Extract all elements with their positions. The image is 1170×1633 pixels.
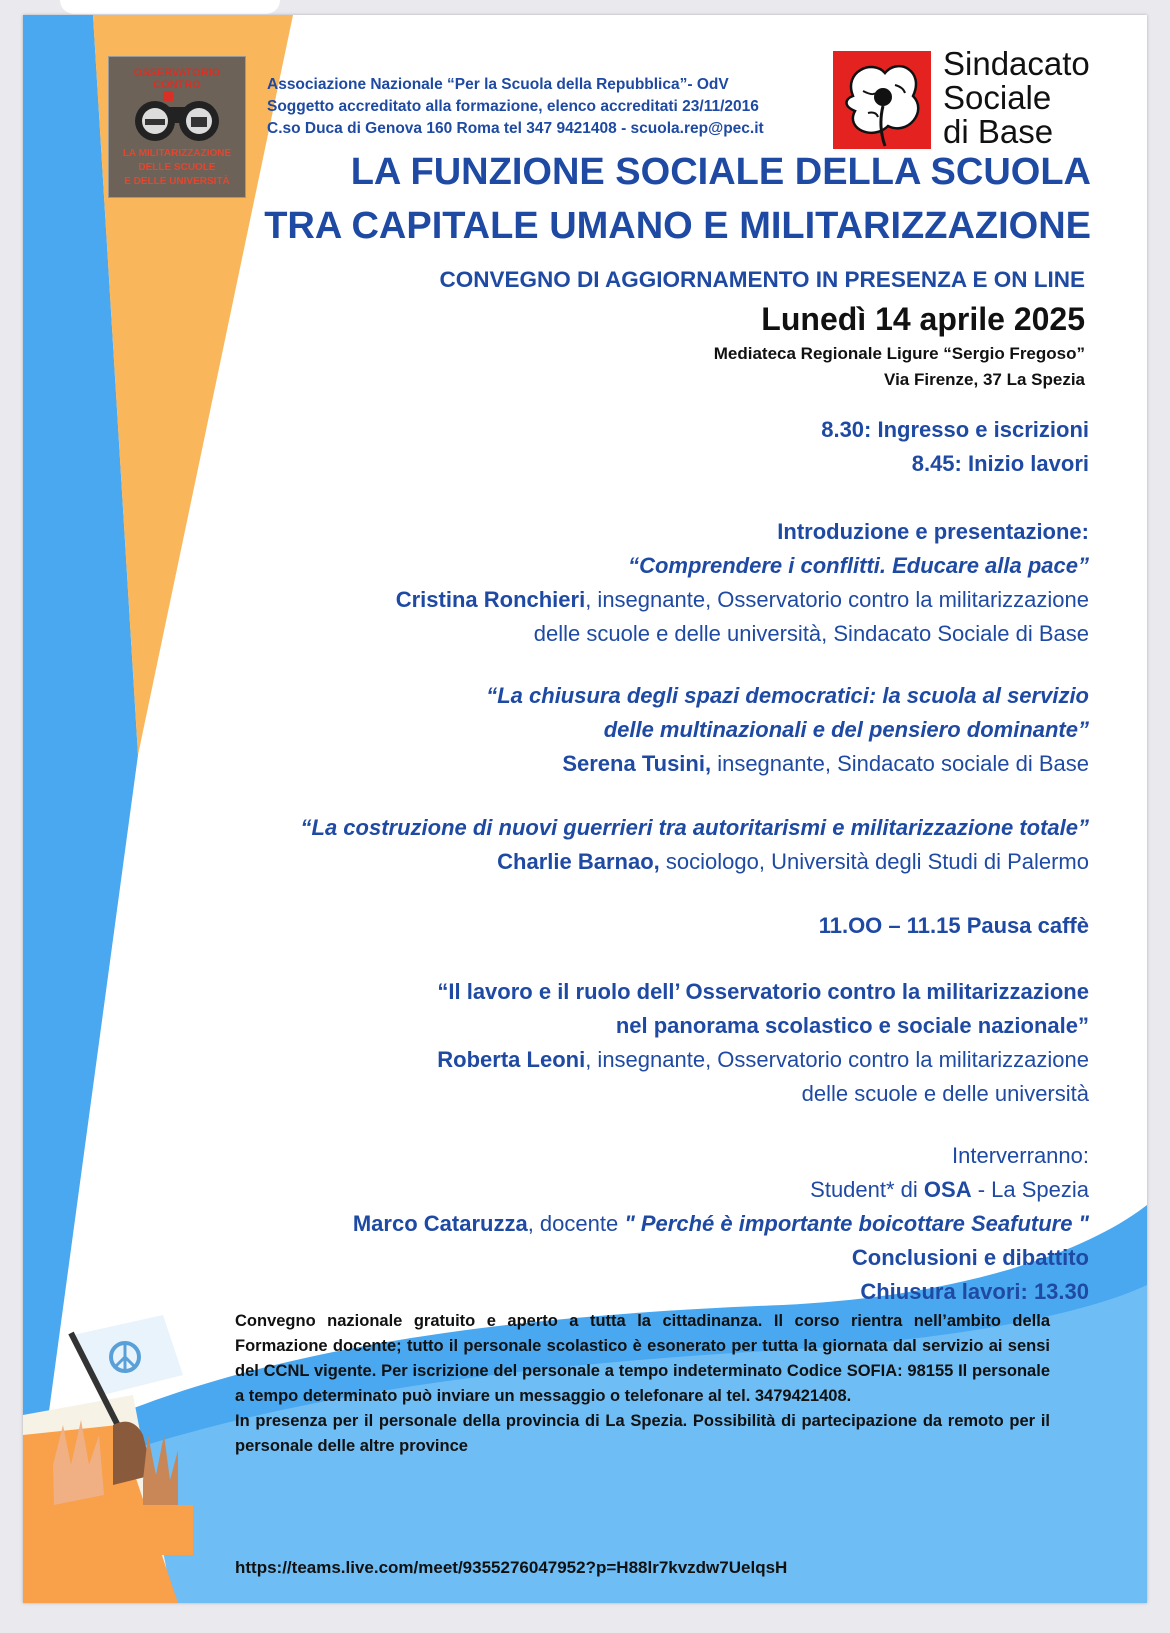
talk-4 bbox=[437, 975, 1089, 1111]
schedule bbox=[821, 413, 1089, 481]
registration-note-p1: Convegno nazionale gratuito e aperto a tutta la cittadinanza. Il corso rientra nell’ambito della Formazione docente; tutto il personale scolastico è esonerato per tutta la giornata dal servizio ai sensi del CCNL vigente. Per iscrizione del personale a tempo indeterminato Codice SOFIA: 98155 Il personale a tempo determinato può inviare un messaggio o telefonare al tel. 3479421408. bbox=[235, 1312, 1050, 1405]
talk-3 bbox=[301, 811, 1090, 879]
hand-icon-2 bbox=[53, 1420, 104, 1505]
conclusions: Conclusioni e dibattito bbox=[851, 1245, 1089, 1270]
association-contact: C.so Duca di Genova 160 Roma tel 347 9421408 - scuola.rep@pec.it bbox=[267, 120, 764, 137]
union-logo bbox=[833, 51, 931, 149]
main-title-line-1: LA FUNZIONE SOCIALE DELLA SCUOLA bbox=[350, 151, 1091, 193]
subtitle: CONVEGNO DI AGGIORNAMENTO IN PRESENZA E ON LINE bbox=[439, 267, 1085, 292]
observatory-logo-title: OSSERVATORIO CONTRO bbox=[133, 67, 221, 91]
schedule-start: 8.45: Inizio lavori bbox=[911, 451, 1089, 476]
talk2-role: insegnante, Sindacato sociale di Base bbox=[711, 751, 1089, 776]
talk4-role-b: delle scuole e delle università bbox=[801, 1081, 1089, 1106]
talk2-speaker: Serena Tusini, bbox=[562, 751, 712, 776]
closing-time: Chiusura lavori: 13.30 bbox=[860, 1279, 1089, 1304]
talk4-speaker-line bbox=[437, 1043, 1089, 1077]
association-name: Associazione Nazionale “Per la Scuola della Repubblica”- OdV bbox=[267, 76, 729, 93]
students-suffix: - La Spezia bbox=[971, 1177, 1089, 1202]
association-accreditation: Soggetto accreditato alla formazione, elenco accreditati 23/11/2016 bbox=[267, 98, 759, 115]
event-venue: Mediateca Regionale Ligure “Sergio Fregoso” bbox=[713, 344, 1085, 363]
hand-icon-3 bbox=[143, 1435, 178, 1515]
talk4-title-a: “Il lavoro e il ruolo dell’ Osservatorio contro la militarizzazione bbox=[437, 979, 1089, 1004]
union-name-line-3: di Base bbox=[943, 113, 1054, 150]
closing-section bbox=[353, 1139, 1089, 1309]
event-address: Via Firenze, 37 La Spezia bbox=[884, 370, 1085, 389]
talk3-title: “La costruzione di nuovi guerrieri tra autoritarismi e militarizzazione totale” bbox=[300, 815, 1089, 840]
window-tab bbox=[60, 0, 280, 14]
talk-intro bbox=[396, 515, 1089, 651]
event-date: Lunedì 14 aprile 2025 bbox=[761, 301, 1085, 337]
coffee-break: 11.OO – 11.15 Pausa caffè bbox=[818, 913, 1089, 938]
speaker5-title: " Perché è importante boicottare Seafuture " bbox=[624, 1211, 1089, 1236]
poppy-flower-icon bbox=[833, 51, 931, 149]
talk3-role: sociologo, Università degli Studi di Palermo bbox=[659, 849, 1089, 874]
students-line bbox=[353, 1173, 1089, 1207]
talk3-speaker: Charlie Barnao, bbox=[497, 849, 660, 874]
observatory-logo bbox=[108, 56, 246, 198]
talk4-role-a: , insegnante, Osservatorio contro la militarizzazione bbox=[585, 1047, 1089, 1072]
union-name-line-1: Sindacato bbox=[943, 45, 1090, 82]
talk4-speaker: Roberta Leoni bbox=[437, 1047, 586, 1072]
poster bbox=[23, 15, 1147, 1603]
binoculars-icon bbox=[127, 87, 227, 147]
speaker5-name: Marco Cataruzza bbox=[352, 1211, 528, 1236]
students-prefix: Student* di bbox=[810, 1177, 924, 1202]
speaker5-role: , docente bbox=[527, 1211, 625, 1236]
talk1-role-a: , insegnante, Osservatorio contro la militarizzazione bbox=[585, 587, 1089, 612]
talk1-role-b: delle scuole e delle università, Sindacato Sociale di Base bbox=[533, 621, 1089, 646]
talk3-speaker-line bbox=[301, 845, 1090, 879]
talk1-speaker: Cristina Ronchieri bbox=[395, 587, 586, 612]
speakers-label: Interverranno: bbox=[952, 1143, 1089, 1168]
main-title-line-2: TRA CAPITALE UMANO E MILITARIZZAZIONE bbox=[264, 205, 1091, 247]
observatory-logo-subtitle-2: DELLE SCUOLE bbox=[138, 162, 216, 173]
talk2-title-b: delle multinazionali e del pensiero dominante” bbox=[603, 717, 1089, 742]
union-name-line-2: Sociale bbox=[943, 79, 1052, 116]
observatory-logo-subtitle-1: LA MILITARIZZAZIONE bbox=[122, 148, 232, 159]
intro-label: Introduzione e presentazione: bbox=[777, 519, 1089, 544]
association-info bbox=[267, 74, 764, 140]
peace-flag-illustration bbox=[43, 1305, 193, 1555]
talk1-title: “Comprendere i conflitti. Educare alla pace” bbox=[628, 553, 1089, 578]
teams-meeting-link[interactable]: https://teams.live.com/meet/9355276047952?p=H88lr7kvzdw7UelqsH bbox=[235, 1558, 788, 1577]
observatory-logo-subtitle-3: E DELLE UNIVERSITÀ bbox=[124, 176, 230, 187]
union-name bbox=[943, 47, 1090, 149]
registration-note bbox=[235, 1309, 1050, 1459]
flag-cloth bbox=[73, 1315, 183, 1395]
registration-note-p2: In presenza per il personale della provincia di La Spezia. Possibilità di partecipazione da remoto per il personale delle altre province bbox=[235, 1412, 1050, 1455]
talk2-title-a: “La chiusura degli spazi democratici: la scuola al servizio bbox=[486, 683, 1089, 708]
talk2-speaker-line bbox=[486, 747, 1089, 781]
schedule-entry: 8.30: Ingresso e iscrizioni bbox=[821, 417, 1089, 442]
talk1-speaker-line bbox=[396, 583, 1089, 617]
talk-2 bbox=[486, 679, 1089, 781]
talk4-title-b: nel panorama scolastico e sociale nazionale” bbox=[615, 1013, 1089, 1038]
students-org: OSA bbox=[923, 1177, 972, 1202]
speaker5-line bbox=[353, 1207, 1089, 1241]
